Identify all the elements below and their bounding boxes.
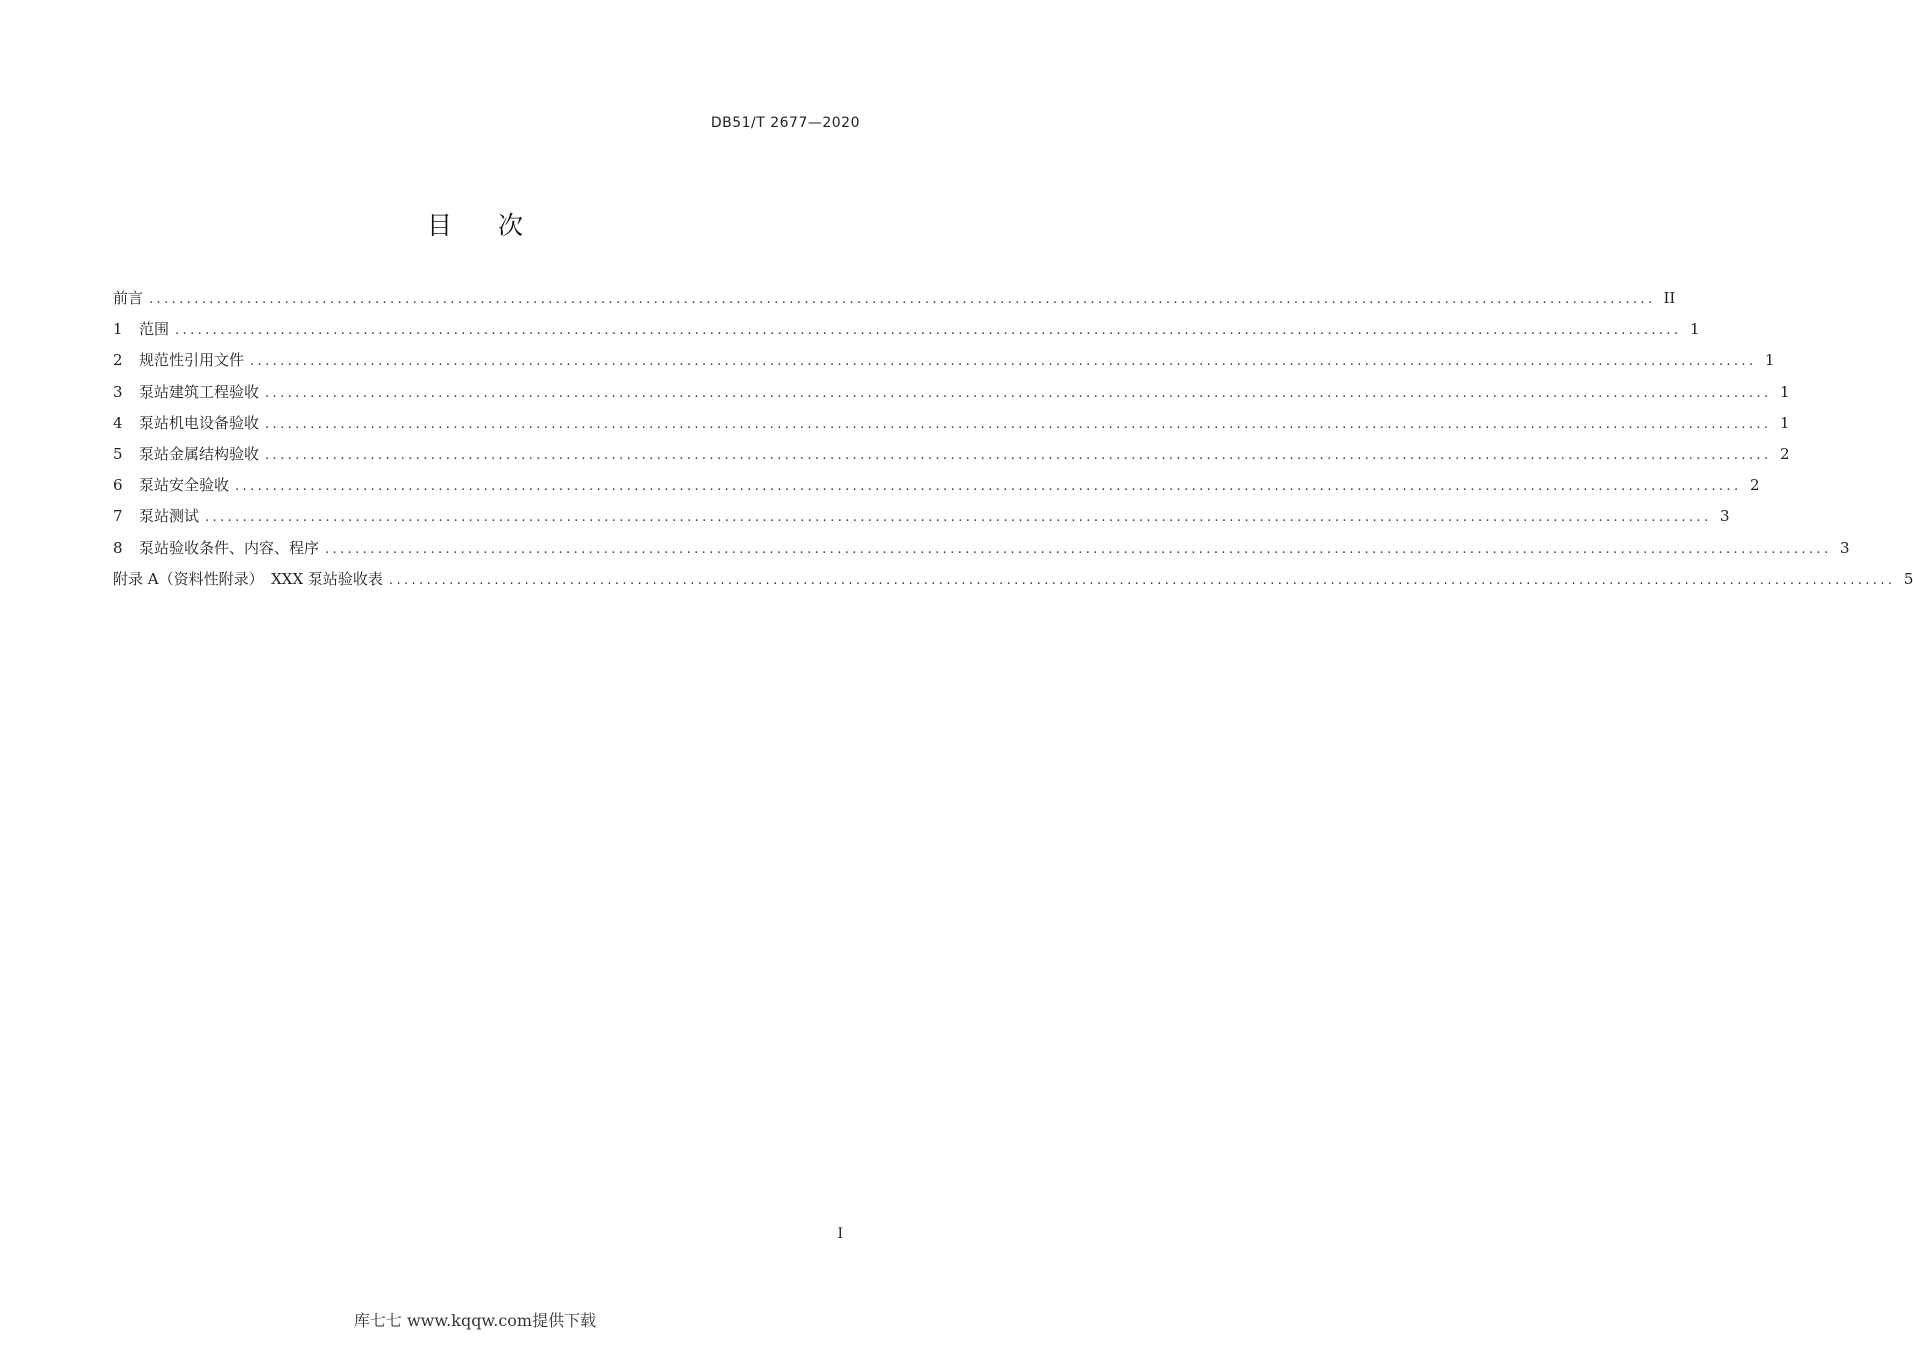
- toc-entry-label: 前言: [113, 289, 144, 307]
- toc-leader-dots: ........................................................................................................................................................................................................: [388, 572, 1896, 588]
- toc-entry-label: 泵站测试: [139, 507, 200, 526]
- toc-entry-page: 3: [1719, 507, 1730, 526]
- toc-entry-8[interactable]: [113, 537, 1850, 568]
- toc-entry-page: 2: [1749, 476, 1760, 495]
- toc-entry-page: 2: [1779, 444, 1790, 463]
- toc-entry-3[interactable]: [113, 381, 1790, 412]
- toc-entry-label: 附录 A（资料性附录） XXX 泵站验收表: [113, 569, 383, 588]
- toc-entry-4[interactable]: [113, 412, 1790, 443]
- toc-entry-page: II: [1663, 289, 1676, 307]
- toc-leader-dots: ........................................................................................................................................................................................................: [205, 510, 1712, 526]
- toc-entry-1[interactable]: [113, 318, 1700, 349]
- toc-entry-number: 6: [113, 476, 123, 495]
- toc-entry-6[interactable]: [113, 474, 1760, 505]
- toc-entry-number: 2: [113, 351, 123, 370]
- toc-entry-label: 泵站建筑工程验收: [139, 382, 260, 401]
- toc-leader-dots: ........................................................................................................................................................................................................: [265, 447, 1772, 463]
- toc-entry-label: 规范性引用文件: [139, 351, 245, 370]
- toc-entry-number: 3: [113, 382, 123, 401]
- toc-leader-dots: ........................................................................................................................................................................................................: [325, 541, 1832, 557]
- toc-entry-foreword[interactable]: [113, 287, 1676, 318]
- toc-entry-page: 1: [1764, 351, 1775, 370]
- toc-leader-dots: ........................................................................................................................................................................................................: [235, 479, 1742, 495]
- toc-leader-dots: ........................................................................................................................................................................................................: [265, 385, 1772, 401]
- toc-entry-label: 泵站机电设备验收: [139, 413, 260, 432]
- toc-entry-page: 1: [1779, 413, 1790, 432]
- toc-entry-page: 3: [1839, 538, 1850, 557]
- toc-leader-dots: ........................................................................................................................................................................................................: [250, 354, 1757, 370]
- toc-leader-dots: ........................................................................................................................................................................................................: [175, 323, 1682, 339]
- toc-entry-7[interactable]: [113, 505, 1730, 536]
- toc-entry-number: 4: [113, 413, 123, 432]
- toc-entry-label: 泵站金属结构验收: [139, 444, 260, 463]
- toc-entry-appendix-a[interactable]: [113, 568, 1913, 599]
- toc-entry-number: 1: [113, 320, 123, 339]
- toc-entry-2[interactable]: [113, 349, 1775, 380]
- toc-entry-label: 范围: [139, 320, 170, 339]
- toc-entry-5[interactable]: [113, 443, 1790, 474]
- toc-entry-page: 1: [1779, 382, 1790, 401]
- toc-entry-label: 泵站验收条件、内容、程序: [139, 538, 320, 557]
- footer-watermark: 库七七 www.kqqw.com提供下载: [353, 1311, 597, 1330]
- toc-entry-number: 7: [113, 507, 123, 526]
- toc-title: 目次: [426, 211, 569, 240]
- toc-entry-page: 1: [1689, 320, 1700, 339]
- toc-entry-label: 泵站安全验收: [139, 476, 230, 495]
- toc-leader-dots: ........................................................................................................................................................................................................: [265, 416, 1772, 432]
- table-of-contents: [113, 287, 1913, 599]
- document-code: DB51/T 2677—2020: [710, 115, 860, 131]
- toc-leader-dots: ........................................................................................................................................................................................................: [149, 292, 1656, 307]
- page-number: I: [837, 1226, 843, 1242]
- toc-entry-page: 5: [1903, 569, 1913, 588]
- toc-entry-number: 8: [113, 538, 123, 557]
- toc-entry-number: 5: [113, 444, 123, 463]
